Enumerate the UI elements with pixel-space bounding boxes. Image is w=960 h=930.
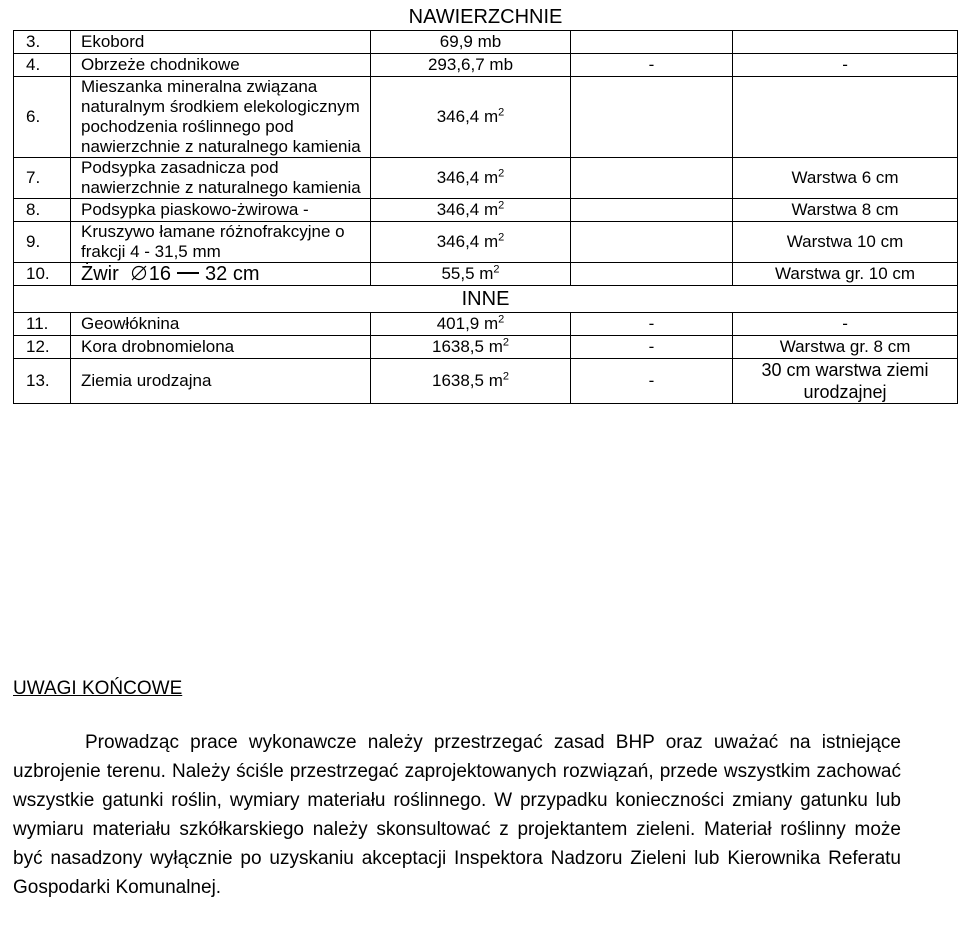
row-note: Warstwa gr. 10 cm — [733, 263, 958, 286]
row-dash: - — [571, 313, 733, 336]
row-dash — [571, 77, 733, 158]
row-dash: - — [571, 54, 733, 77]
table-row — [14, 263, 958, 286]
diameter-icon — [131, 265, 147, 281]
row-name: Kora drobnomielona — [71, 336, 371, 359]
section-title: INNE — [14, 286, 958, 313]
row-quantity: 55,5 $m^2$ — [371, 263, 571, 286]
row-name: Obrzeże chodnikowe — [71, 54, 371, 77]
row-name: Podsypka zasadnicza pod nawierzchnie z naturalnego kamienia — [71, 158, 371, 199]
row-note — [733, 31, 958, 54]
row-name: Mieszanka mineralna związana naturalnym środkiem elekologicznym pochodzenia roślinnego pod nawierzchnie z naturalnego kamienia — [71, 77, 371, 158]
row-number: 13. — [14, 359, 71, 404]
table-row — [14, 336, 958, 359]
row-name: Ziemia urodzajna — [71, 359, 371, 404]
row-dash — [571, 222, 733, 263]
row-number: 11. — [14, 313, 71, 336]
row-note: Warstwa gr. 8 cm — [733, 336, 958, 359]
row-number: 4. — [14, 54, 71, 77]
row-name: Żwir 16 32 cm — [71, 263, 371, 286]
row-quantity: 346,4 $m^2$ — [371, 77, 571, 158]
row-dash: - — [571, 359, 733, 404]
row-number: 9. — [14, 222, 71, 263]
row-number: 3. — [14, 31, 71, 54]
table-row — [14, 359, 958, 404]
row-name: Geowłóknina — [71, 313, 371, 336]
row-note: Warstwa 10 cm — [733, 222, 958, 263]
row-name: Ekobord — [71, 31, 371, 54]
notes-heading: UWAGI KOŃCOWE — [13, 678, 183, 699]
row-name: Podsypka piaskowo-żwirowa - — [71, 199, 371, 222]
table-row — [14, 77, 958, 158]
row-note: Warstwa 8 cm — [733, 199, 958, 222]
row-note: - — [733, 313, 958, 336]
row-dash — [571, 31, 733, 54]
range-dash — [177, 272, 199, 274]
row-quantity: 1638,5 $m^2$ — [371, 336, 571, 359]
section-header-inne — [14, 286, 958, 313]
materials-table — [13, 4, 958, 404]
section-header-nawierzchnie — [14, 4, 958, 31]
row-quantity: 401,9 $m^2$ — [371, 313, 571, 336]
row-name: Kruszywo łamane różnofrakcyjne o frakcji 4 - 31,5 mm — [71, 222, 371, 263]
row-note — [733, 77, 958, 158]
row-number: 7. — [14, 158, 71, 199]
row-dash — [571, 158, 733, 199]
row-number: 12. — [14, 336, 71, 359]
row-dash: - — [571, 336, 733, 359]
row-quantity: 346,4 $m^2$ — [371, 158, 571, 199]
row-quantity: 69,9 mb — [371, 31, 571, 54]
table-row — [14, 313, 958, 336]
section-title: NAWIERZCHNIE — [14, 4, 958, 31]
row-note: 30 cm warstwa ziemi urodzajnej — [733, 359, 958, 404]
row-quantity: 293,6,7 mb — [371, 54, 571, 77]
row-quantity: 346,4 $m^2$ — [371, 222, 571, 263]
row-note: - — [733, 54, 958, 77]
row-quantity: 346,4 $m^2$ — [371, 199, 571, 222]
row-number: 10. — [14, 263, 71, 286]
table-row — [14, 54, 958, 77]
table-row — [14, 199, 958, 222]
table-row — [14, 222, 958, 263]
table-row — [14, 158, 958, 199]
row-number: 8. — [14, 199, 71, 222]
final-notes — [13, 676, 901, 921]
row-dash — [571, 199, 733, 222]
row-dash — [571, 263, 733, 286]
row-quantity: 1638,5 $m^2$ — [371, 359, 571, 404]
row-note: Warstwa 6 cm — [733, 158, 958, 199]
notes-body: Prowadząc prace wykonawcze należy przestrzegać zasad BHP oraz uważać na istniejące uzbrojenie terenu. Należy ściśle przestrzegać zaprojektowanych rozwiązań, przede wszystkim zachować wszystkie gatunki roślin, wymiary materiału roślinnego. W przypadku konieczności zmiany gatunku lub wymiaru materiału szkółkarskiego należy skonsultować z projektantem zieleni. Materiał roślinny może być nasadzony wyłącznie po uzyskaniu akceptacji Inspektora Nadzoru Zieleni lub Kierownika Referatu Gospodarki Komunalnej. — [13, 732, 901, 898]
table-row — [14, 31, 958, 54]
row-number: 6. — [14, 77, 71, 158]
